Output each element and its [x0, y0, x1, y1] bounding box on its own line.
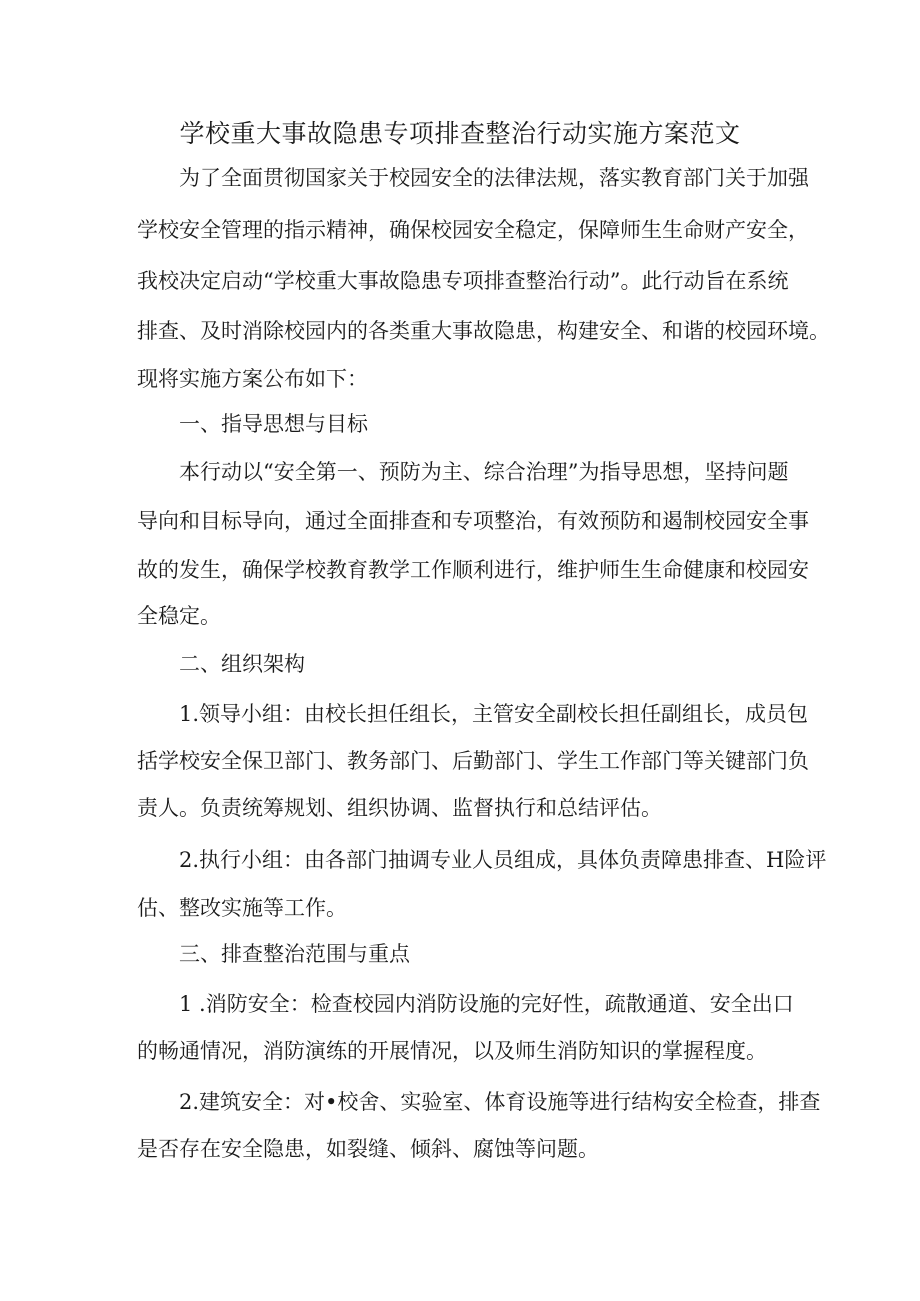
body-line: 本行动以“安全第一、预防为主、综合治理”为指导思想，坚持问题: [179, 460, 789, 484]
body-line: 责人。负责统筹规划、组织协调、监督执行和总结评估。: [137, 796, 662, 820]
body-line: 2.执行小组：由各部门抽调专业人员组成，具体负责障患排查、H险评: [179, 848, 827, 872]
body-line: 的畅通情况，消防演练的开展情况，以及师生消防知识的掌握程度。: [137, 1039, 767, 1063]
body-line: 是否存在安全隐患，如裂缝、倾斜、腐蚀等问题。: [137, 1137, 599, 1161]
body-line: 故的发生，确保学校教育教学工作顺利进行，维护师生生命健康和校园安: [137, 558, 809, 582]
section-heading: 一、指导思想与目标: [179, 412, 368, 436]
body-line: 学校安全管理的指示精神，确保校园安全稳定，保障师生生命财产安全，: [137, 218, 809, 242]
body-line: 1.领导小组：由校长担任组长，主管安全副校长担任副组长，成员包: [179, 702, 809, 726]
body-line: 导向和目标导向，通过全面排查和专项整治，有效预防和遏制校园安全事: [137, 509, 809, 533]
body-line: 估、整改实施等工作。: [137, 896, 347, 920]
body-line: 我校决定启动“学校重大事故隐患专项排查整治行动”。此行动旨在系统: [137, 269, 789, 293]
body-line: 为了全面贯彻国家关于校园安全的法律法规，落实教育部门关于加强: [179, 166, 809, 190]
body-line: 括学校安全保卫部门、教务部门、后勤部门、学生工作部门等关键部门负: [137, 749, 809, 773]
section-heading: 三、排查整治范围与重点: [179, 942, 410, 966]
section-heading: 二、组织架构: [179, 652, 305, 676]
document-title: 学校重大事故隐患专项排查整治行动实施方案范文: [179, 119, 741, 148]
body-line: 现将实施方案公布如下：: [137, 367, 368, 391]
body-line: 1 .消防安全：检查校园内消防设施的完好性，疏散通道、安全出口: [179, 992, 794, 1016]
body-line: 排查、及时消除校园内的各类重大事故隐患，构建安全、和谐的校园环境。: [137, 319, 830, 343]
body-line: 全稳定。: [137, 604, 221, 628]
body-line: 2.建筑安全：对•校舍、实验室、体育设施等进行结构安全检查，排查: [179, 1090, 821, 1114]
